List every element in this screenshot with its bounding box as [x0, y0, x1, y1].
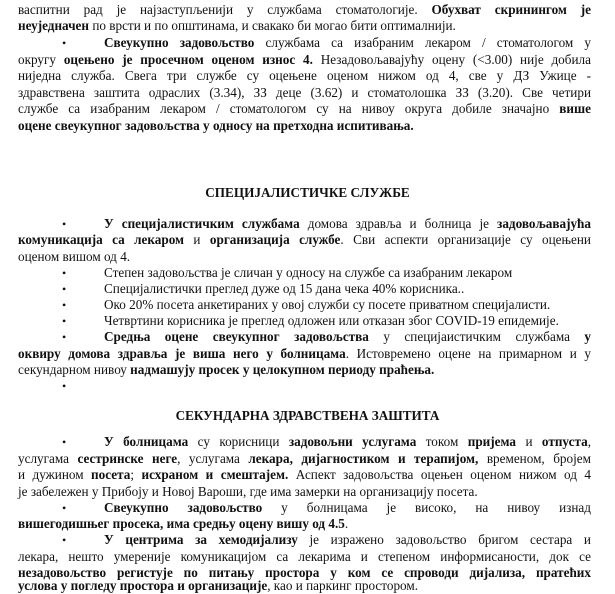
paragraph-line [18, 52, 591, 68]
paragraph-line [104, 532, 591, 548]
text-span: службе са изабраним лекаром / стоматологом су на нивоу округа добиле значајно [18, 101, 560, 116]
text-span: округу [18, 52, 64, 67]
paragraph-line [104, 500, 591, 516]
bold-text: пријема [467, 434, 517, 449]
list-item: Око 20% посета анкетираних у овој служби су посете приватном специјалисти. [104, 297, 551, 312]
paragraph-line [18, 578, 418, 594]
bold-text: Обухват скринингом је [431, 2, 592, 17]
bold-text: отпуста [541, 434, 588, 449]
bold-text: оцењено је просечном оценом износ 4. [63, 52, 313, 67]
bold-text: оквиру домова здравља је виша него у болницама [18, 346, 346, 361]
bullet-icon: • [62, 379, 67, 393]
bullet-icon: • [62, 266, 67, 280]
text-span: . Истовремено оцене на примарном и у [345, 346, 592, 361]
bullet-icon: • [62, 282, 67, 296]
bullet-icon: • [62, 314, 67, 328]
paragraph-line [18, 18, 456, 34]
bold-text: надмашују просек у целокупном периоду праћења. [130, 362, 435, 377]
bold-text: незадовољство регистује по питању простора у ком се спроводи дијализа, пратећих [18, 565, 591, 580]
text-span: током [416, 434, 468, 449]
paragraph-line: је забележен у Прибоју и Новој Вароши, где има замерки на организацију посета. [18, 484, 478, 499]
paragraph-line [18, 2, 591, 18]
bold-text: више [559, 101, 591, 116]
text-span: у болницама је високо, на нивоу изнад [262, 500, 591, 515]
bold-text: оцене свеукупног задовољства у односу на претходна испитивања. [18, 118, 414, 133]
bullet-icon: • [62, 36, 67, 50]
bold-text: Свеукупно задовољство [104, 35, 255, 50]
bold-text: сестринске неге [77, 451, 178, 466]
list-item: Четвртини корисника је преглед одложен или отказан због COVID-19 епидемије. [104, 313, 559, 328]
paragraph-line [104, 434, 591, 450]
bold-text: Средња оцене свеукупног задовољства [104, 329, 369, 344]
text-span: и [184, 232, 210, 247]
text-span: службама са изабраним лекаром / стоматологом у [254, 35, 591, 50]
paragraph-line [18, 101, 591, 117]
bullet-icon: • [62, 533, 67, 547]
text-span: Аспект задовољства оцењен оценом нижом од 4 [288, 467, 591, 482]
bold-text: организација службе [209, 232, 341, 247]
bullet-icon: • [62, 330, 67, 344]
text-span: , [587, 434, 591, 449]
text-span: је изражено задовољство бригом сестара и [297, 532, 591, 547]
paragraph-line: оценом вишом од 4. [18, 249, 131, 264]
section-heading: СЕКУНДАРНА ЗДРАВСТВЕНА ЗАШТИТА [175, 408, 440, 423]
paragraph-line: ниједна служба. Свега три службе су оцењене оценом нижом од 4, све у ДЗ Ужице - [18, 68, 591, 83]
list-item: Степен задовољства је сличан у односу на службе са изабраним лекаром [104, 265, 513, 280]
text-span: васпитни рад је најзаступљенији у службама стоматологије. [18, 2, 418, 17]
paragraph-line [18, 467, 591, 483]
text-span: и [516, 434, 542, 449]
text-span: домова здравља и болница је [299, 216, 498, 231]
bold-text: задовољни услугама [288, 434, 417, 449]
text-span: по врсти и по општинама, и свакако би могао бити оптималнији. [89, 18, 456, 33]
text-span: услугама [18, 451, 78, 466]
text-span: секундарном нивоу [18, 362, 131, 377]
bullet-icon: • [62, 435, 67, 449]
bold-text: У специјалистичким службама [104, 216, 300, 231]
bold-text: услова у погледу простора и организације [18, 578, 268, 593]
text-span: Незадовољавајућу оцену (<3.00) није добила [312, 52, 591, 67]
text-span: временом, бројем [478, 451, 591, 466]
bullet-icon: • [62, 298, 67, 312]
paragraph-line [104, 35, 591, 51]
paragraph-line [104, 329, 591, 345]
section-heading: СПЕЦИЈАЛИСТИЧКЕ СЛУЖБЕ [205, 185, 410, 200]
bold-text: вишегодишњег просека, има средњу оцену вишу од 4.5 [18, 516, 345, 531]
bold-text: комуникација са лекаром [18, 232, 185, 247]
bold-text: у [584, 329, 591, 344]
paragraph-line: лекара, нешто умереније комуникацијом са лекарима и степеном информисаности, док се [18, 549, 591, 564]
paragraph-line [18, 451, 591, 467]
paragraph-line [18, 118, 414, 134]
paragraph-line: здравствена заштита одраслих (3.34), ЗЗ деце (3.62) и стоматолошка ЗЗ (3.20). Све четири [18, 85, 591, 100]
bold-text: исхраном и смештајем. [141, 467, 289, 482]
bold-text: неуједначен [18, 18, 90, 33]
text-span: су корисници [188, 434, 289, 449]
bullet-icon: • [62, 501, 67, 515]
text-span: и дужином [18, 467, 92, 482]
paragraph-line [18, 516, 348, 532]
text-span: , као и паркинг простором. [267, 578, 419, 593]
bold-text: Свеукупно задовољство [104, 500, 263, 515]
text-span: . [344, 516, 349, 531]
paragraph-line [18, 346, 591, 362]
text-span: , услугама [177, 451, 249, 466]
paragraph-line [104, 216, 591, 232]
bold-text: У центрима за хемодијализу [104, 532, 298, 547]
bold-text: посета [91, 467, 131, 482]
paragraph-line [18, 362, 434, 378]
text-span: у специјаистичким службама [368, 329, 585, 344]
bullet-icon: • [62, 217, 67, 231]
bold-text: задовољавајућа [497, 216, 591, 231]
bold-text: У болницама [104, 434, 189, 449]
list-item: Специјалистички преглед дуже од 15 дана чека 40% корисника.. [104, 281, 465, 296]
text-span: ; [130, 467, 142, 482]
paragraph-line [18, 232, 591, 248]
text-span: . Сви аспекти организације су оцењени [340, 232, 591, 247]
bold-text: лекара, дијагностиком и терапијом, [248, 451, 479, 466]
